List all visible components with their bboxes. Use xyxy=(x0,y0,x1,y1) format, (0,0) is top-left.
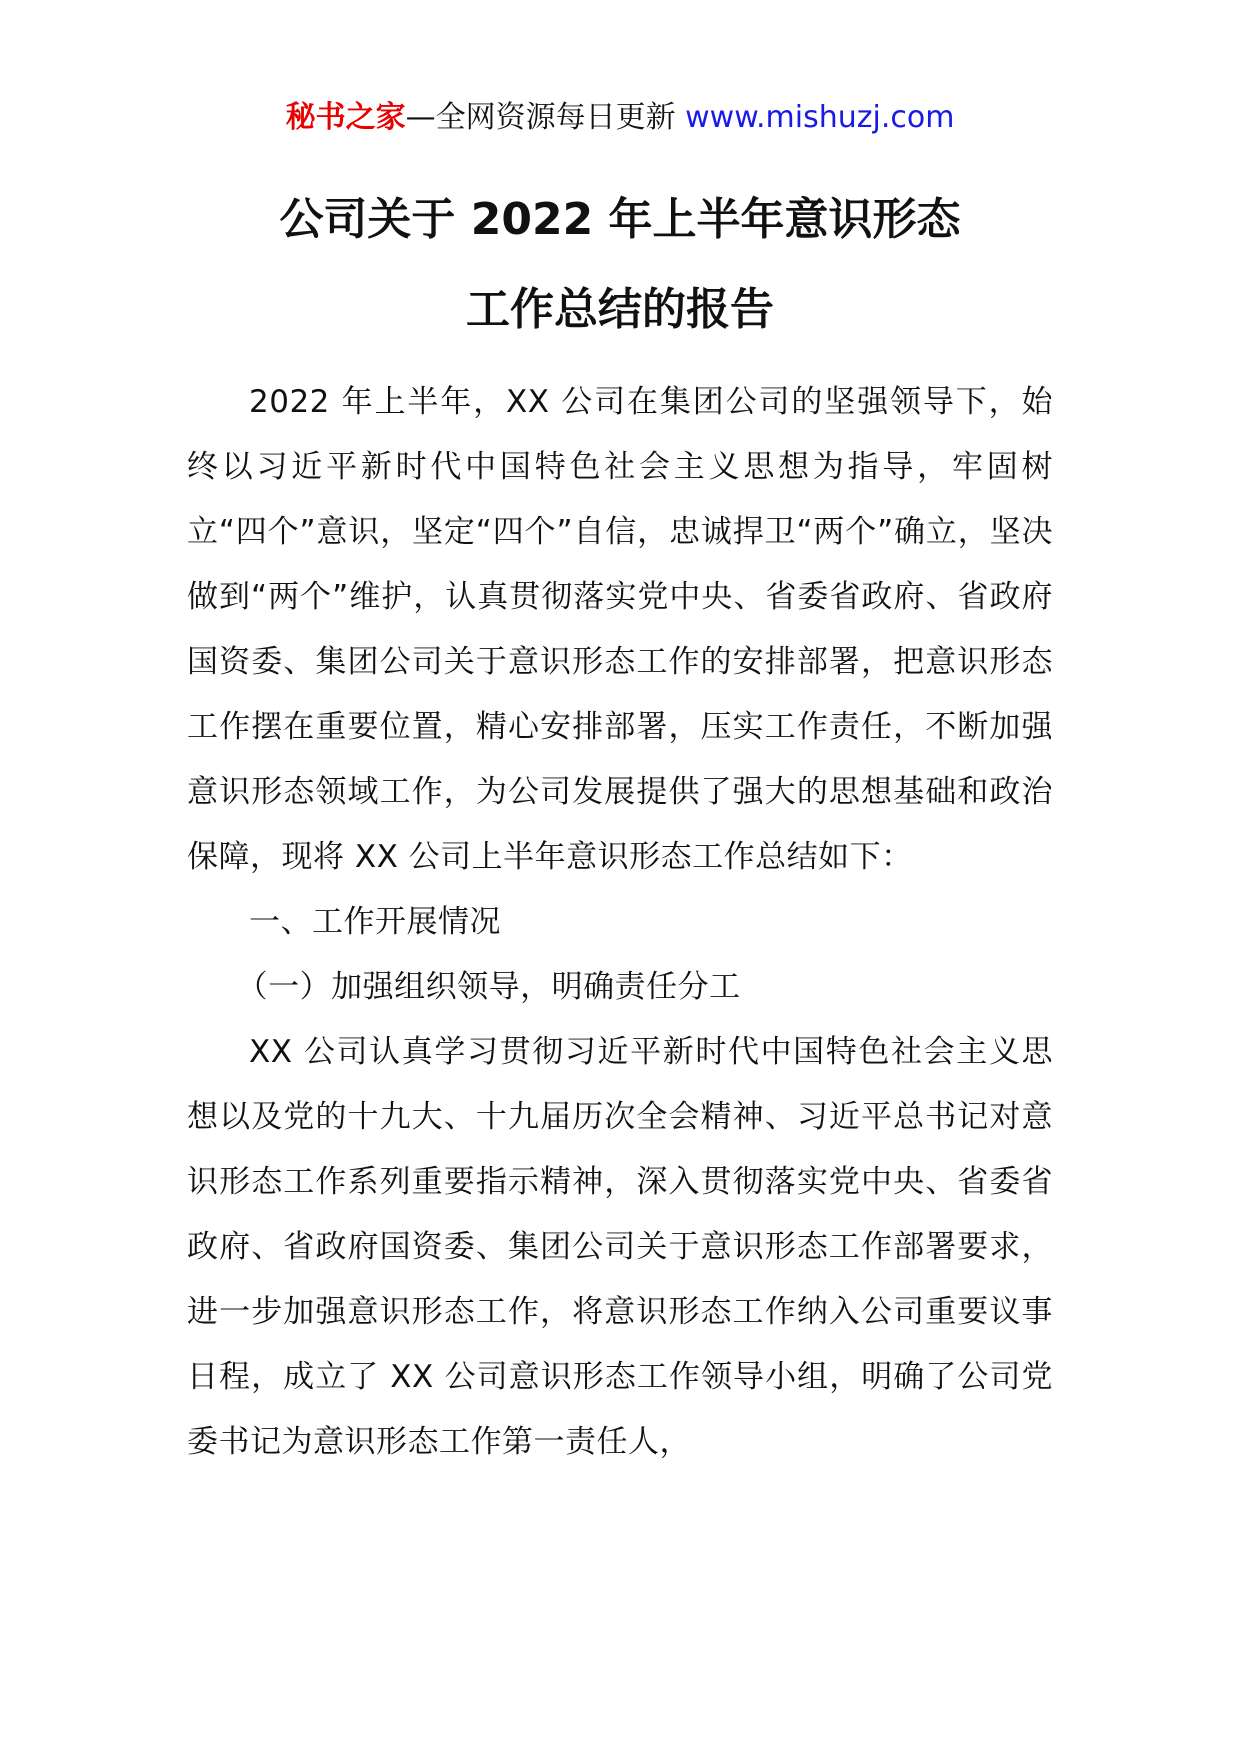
brand-name: 秘书之家 xyxy=(285,100,406,135)
header-tagline: —全网资源每日更新 xyxy=(405,100,686,135)
intro-paragraph: 2022 年上半年，XX 公司在集团公司的坚强领导下，始终以习近平新时代中国特色社会主义思想为指导，牢固树立“四个”意识，坚定“四个”自信，忠诚捍卫“两个”确立，坚决做到“两个”维护，认真贯彻落实党中央、省委省政府、省政府国资委、集团公司关于意识形态工作的安排部署，把意识形态工作摆在重要位置，精心安排部署，压实工作责任，不断加强意识形态领域工作，为公司发展提供了强大的思想基础和政治保障，现将 XX 公司上半年意识形态工作总结如下： xyxy=(187,384,1053,875)
subsection-heading: （一）加强组织领导，明确责任分工 xyxy=(236,969,741,1005)
document-title-line-1: 公司关于 2022 年上半年意识形态 xyxy=(279,194,961,245)
body-paragraph: XX 公司认真学习贯彻习近平新时代中国特色社会主义思想以及党的十九大、十九届历次全会精神、习近平总书记对意识形态工作系列重要指示精神，深入贯彻落实党中央、省委省政府、省政府国资委、集团公司关于意识形态工作部署要求，进一步加强意识形态工作，将意识形态工作纳入公司重要议事日程，成立了 XX 公司意识形态工作领导小组，明确了公司党委书记为意识形态工作第一责任人， xyxy=(187,1034,1053,1460)
section-heading: 一、工作开展情况 xyxy=(249,904,501,940)
document-body xyxy=(187,370,1053,1475)
document-title-line-2: 工作总结的报告 xyxy=(466,284,774,335)
site-url-link[interactable]: www.mishuzj.com xyxy=(685,100,955,135)
site-header xyxy=(0,98,1240,138)
